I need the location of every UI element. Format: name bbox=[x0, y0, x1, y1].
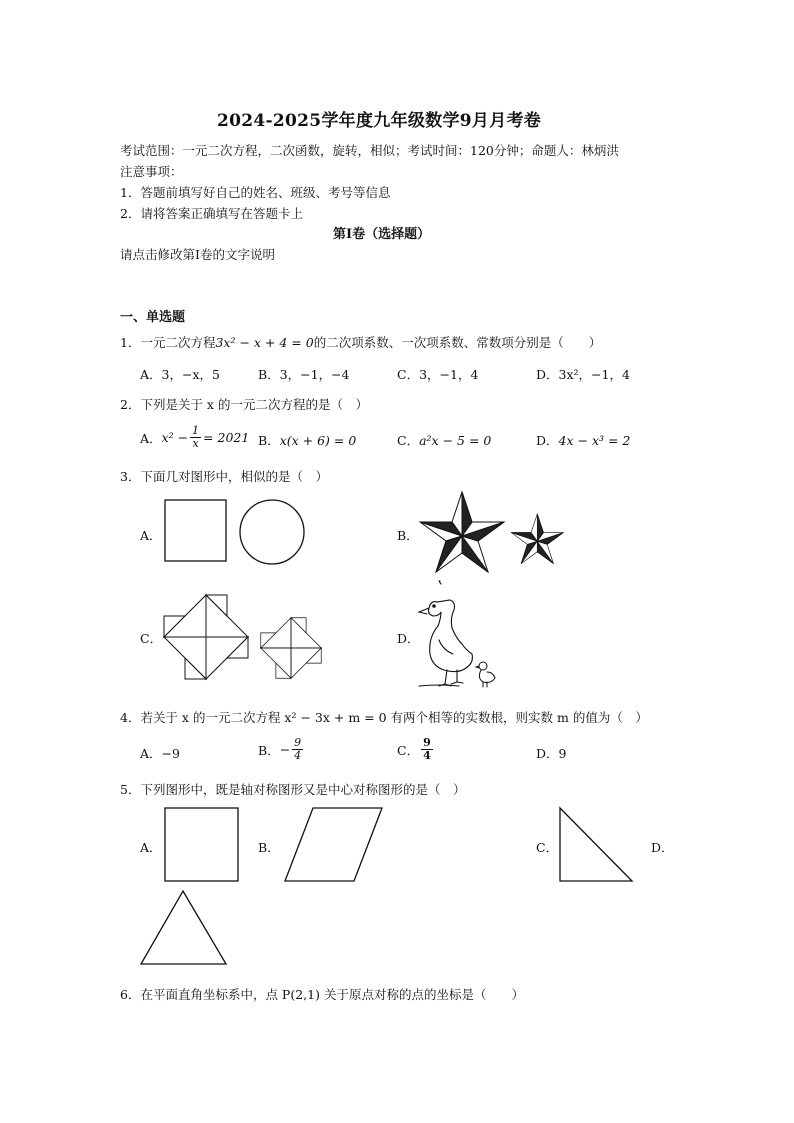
q2-option-b bbox=[258, 431, 356, 449]
q3-label-d: D． bbox=[397, 631, 420, 646]
q3-figure-b bbox=[418, 492, 568, 574]
note-item: 1．答题前填写好自己的姓名、班级、考号等信息 bbox=[120, 185, 391, 200]
q4-d-value: 9 bbox=[558, 746, 567, 761]
right-triangle-shape bbox=[560, 808, 632, 881]
q4-b-num: 9 bbox=[294, 736, 302, 749]
q2-a-den: x bbox=[192, 437, 199, 450]
q4-c-num: 9 bbox=[423, 736, 431, 749]
page-title: 2024-2025学年度九年级数学9月月考卷 bbox=[217, 111, 542, 131]
q4-c-fraction bbox=[421, 737, 433, 762]
q3-label-b: B． bbox=[397, 528, 419, 543]
q2-b-expr: x(x + 6) = 0 bbox=[279, 433, 357, 448]
parallelogram-shape bbox=[285, 808, 382, 881]
q2-c-expr: a²x − 5 = 0 bbox=[419, 433, 492, 448]
q4-b-fraction bbox=[292, 737, 303, 762]
q2-a-fraction bbox=[190, 425, 201, 450]
question-6-stem: 6．在平面直角坐标系中，点 P(2,1) 关于原点对称的点的坐标是（ ） bbox=[120, 987, 524, 1002]
circle-shape bbox=[240, 500, 304, 564]
q5-label-a: A． bbox=[140, 840, 162, 855]
q1-stem-post: 的二次项系数、一次项系数、常数项分别是（ ） bbox=[313, 335, 602, 350]
q2-d-label: D． bbox=[536, 433, 559, 448]
q5-figure-b bbox=[285, 808, 385, 884]
q2-a-num: 1 bbox=[192, 424, 200, 437]
q4-a-label: A． bbox=[140, 746, 162, 761]
q2-a-pre: x² − bbox=[161, 430, 189, 445]
note-item: 2．请将答案正确填写在答题卡上 bbox=[120, 206, 303, 221]
q4-option-c bbox=[397, 737, 435, 762]
q3-figure-c bbox=[163, 593, 328, 688]
q4-d-label: D． bbox=[536, 746, 559, 761]
q4-b-label: B． bbox=[258, 742, 280, 758]
q4-c-den: 4 bbox=[423, 749, 431, 762]
q4-c-label: C． bbox=[397, 742, 420, 758]
q1-option-b: B．3，−1，−4 bbox=[258, 367, 350, 382]
q2-c-label: C． bbox=[397, 433, 420, 448]
q3-label-a: A． bbox=[140, 528, 162, 543]
q5-figure-c bbox=[559, 808, 635, 884]
q2-a-label: A． bbox=[140, 430, 162, 446]
pinwheel-large-icon bbox=[164, 595, 248, 679]
q2-a-post: = 2021 bbox=[203, 430, 250, 445]
q1-stem-pre: 1．一元二次方程 bbox=[120, 335, 216, 350]
q3-figure-a bbox=[165, 499, 310, 565]
part-title: 第I卷（选择题） bbox=[333, 227, 431, 242]
q5-figure-d bbox=[140, 890, 230, 966]
question-3-stem: 3．下面几对图形中，相似的是（ ） bbox=[120, 469, 328, 484]
q4-b-den: 4 bbox=[294, 749, 302, 762]
question-5-stem: 5．下列图形中，既是轴对称图形又是中心对称图形的是（ ） bbox=[120, 782, 466, 797]
section-heading: 一、单选题 bbox=[120, 310, 186, 325]
q5-label-b: B． bbox=[258, 840, 280, 855]
notes-title: 注意事项： bbox=[120, 164, 183, 179]
q2-option-d bbox=[536, 431, 630, 449]
question-1-stem bbox=[120, 333, 601, 351]
q1-option-a: A．3，−x，5 bbox=[140, 367, 220, 382]
q2-d-expr: 4x − x³ = 2 bbox=[558, 433, 631, 448]
q4-option-d bbox=[536, 744, 566, 762]
equilateral-triangle-shape bbox=[141, 891, 226, 964]
part-description: 请点击修改第I卷的文字说明 bbox=[120, 247, 275, 262]
q1-option-d: D．3x²，−1，4 bbox=[536, 367, 630, 382]
q5-figure-a bbox=[165, 808, 241, 884]
question-2-stem: 2．下列是关于 x 的一元二次方程的是（ ） bbox=[120, 397, 368, 412]
q2-option-a bbox=[140, 425, 249, 450]
q4-b-sign: − bbox=[279, 742, 291, 757]
goose-icon bbox=[419, 581, 472, 686]
q4-option-b bbox=[258, 737, 305, 762]
star-small-icon bbox=[511, 514, 563, 564]
square-shape bbox=[165, 808, 238, 881]
q2-option-c bbox=[397, 431, 491, 449]
square-shape bbox=[165, 500, 226, 561]
q5-label-c: C． bbox=[536, 840, 559, 855]
pinwheel-small-icon bbox=[261, 618, 321, 678]
q1-equation: 3x² − x + 4 = 0 bbox=[215, 335, 314, 350]
q2-b-label: B． bbox=[258, 433, 280, 448]
q4-option-a bbox=[140, 744, 180, 762]
question-4-stem: 4．若关于 x 的一元二次方程 x² − 3x + m = 0 有两个相等的实数根，则实数 m 的值为（ ） bbox=[120, 710, 648, 725]
q5-label-d: D． bbox=[651, 840, 674, 855]
gosling-icon bbox=[476, 662, 495, 687]
q3-label-c: C． bbox=[140, 631, 163, 646]
q1-option-c: C．3，−1，4 bbox=[397, 367, 479, 382]
q3-figure-d bbox=[413, 580, 503, 692]
star-large-icon bbox=[420, 492, 504, 572]
exam-info: 考试范围：一元二次方程，二次函数，旋转，相似；考试时间：120分钟；命题人：林炳洪 bbox=[120, 143, 619, 158]
q4-a-value: −9 bbox=[161, 746, 180, 761]
